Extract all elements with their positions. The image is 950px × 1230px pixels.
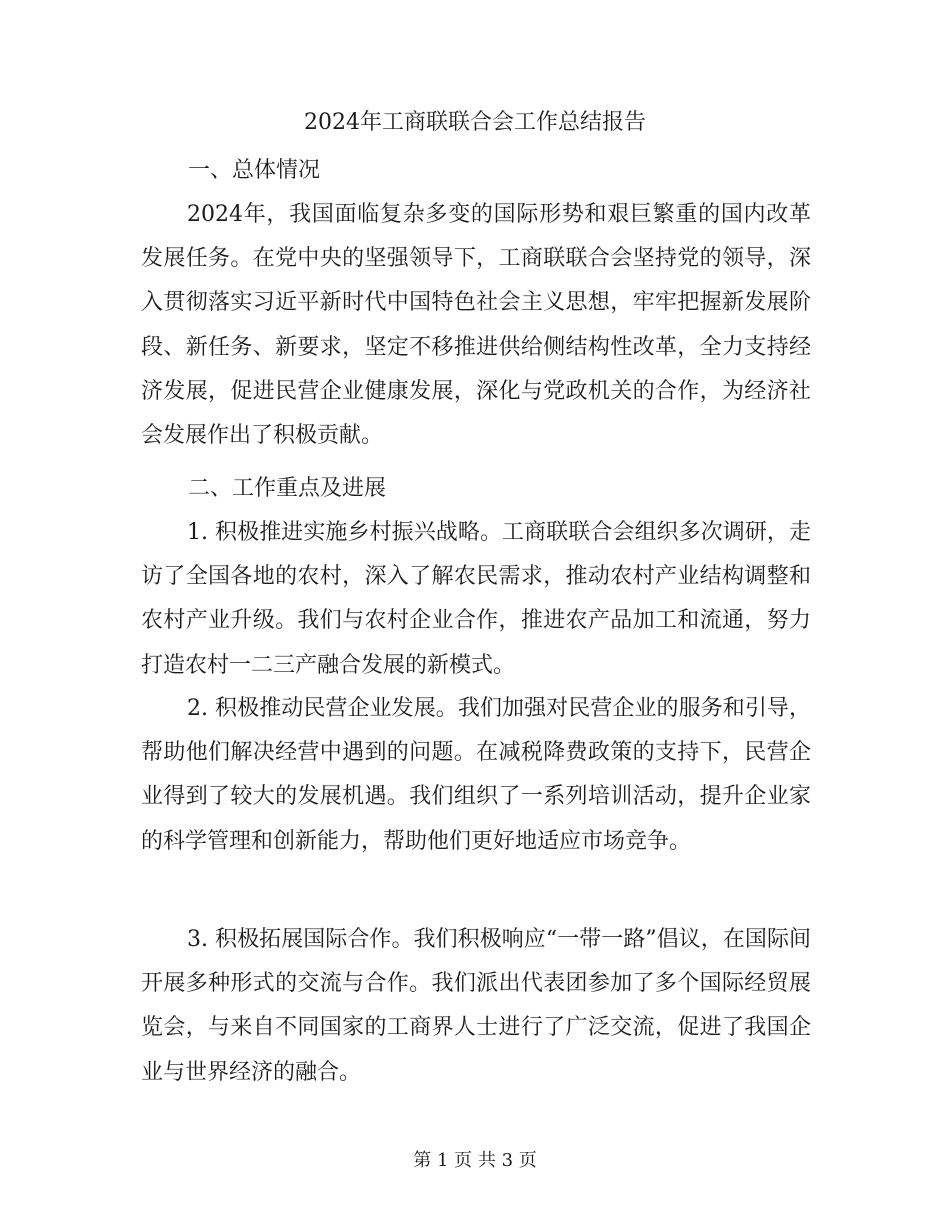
paragraph-item-1: 1. 积极推进实施乡村振兴战略。工商联联合会组织多次调研，走访了全国各地的农村，深入了解农民需求，推动农村产业结构调整和农村产业升级。我们与农村企业合作，推进农产品加工和流通，努力打造农村一二三产融合发展的新模式。: [141, 520, 811, 678]
section-heading-overview: 一、总体情况: [188, 158, 321, 183]
paragraph-item-2: 2. 积极推动民营企业发展。我们加强对民营企业的服务和引导，帮助他们解决经营中遇到的问题。在减税降费政策的支持下，民营企业得到了较大的发展机遇。我们组织了一系列培训活动，提升企业家的科学管理和创新能力，帮助他们更好地适应市场竞争。: [141, 696, 811, 854]
document-title: 2024年工商联联合会工作总结报告: [304, 110, 646, 135]
paragraph-item-3: 3. 积极拓展国际合作。我们积极响应“一带一路”倡议，在国际间开展多种形式的交流与合作。我们派出代表团参加了多个国际经贸展览会，与来自不同国家的工商界人士进行了广泛交流，促进了我国企业与世界经济的融合。: [141, 927, 811, 1085]
paragraph-overview: 2024年，我国面临复杂多变的国际形势和艰巨繁重的国内改革发展任务。在党中央的坚强领导下，工商联联合会坚持党的领导，深入贯彻落实习近平新时代中国特色社会主义思想，牢牢把握新发展阶段、新任务、新要求，坚定不移推进供给侧结构性改革，全力支持经济发展，促进民营企业健康发展，深化与党政机关的合作，为经济社会发展作出了积极贡献。: [141, 202, 811, 449]
section-heading-work-focus: 二、工作重点及进展: [188, 476, 387, 501]
page-number-footer: 第 1 页 共 3 页: [413, 1150, 537, 1171]
